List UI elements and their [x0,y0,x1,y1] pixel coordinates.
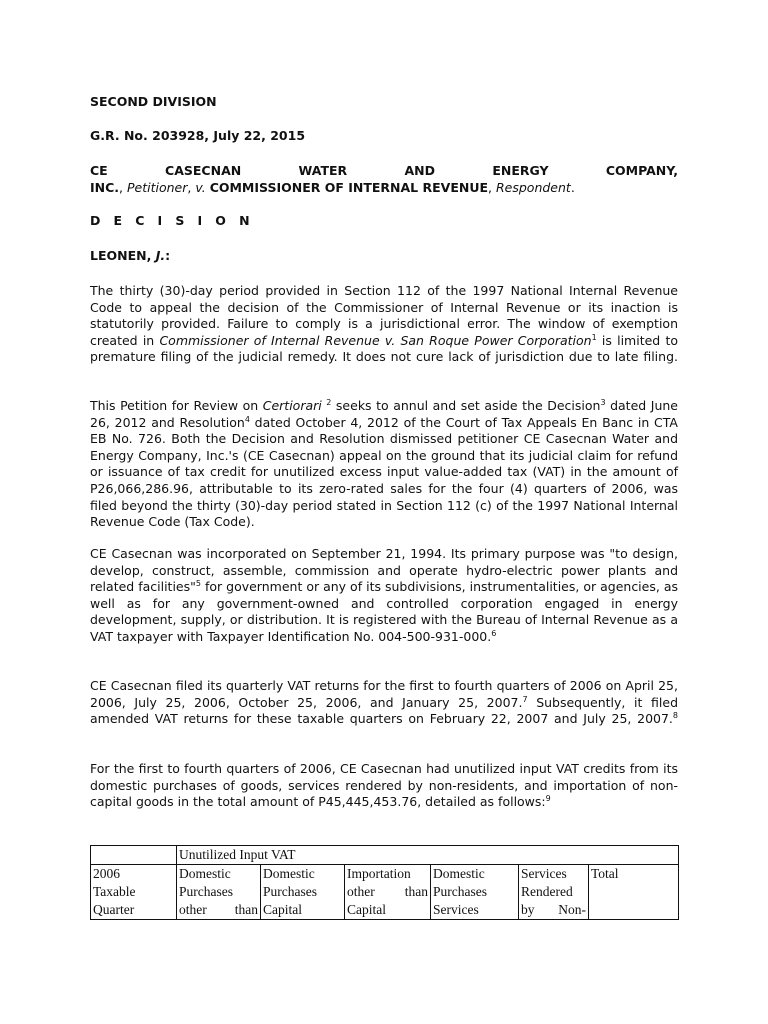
versus: v. [195,179,206,195]
footnote-ref-6[interactable]: 6 [491,628,497,638]
table-group-header: Unutilized Input VAT [177,846,679,865]
para2-text-a: This Petition for Review on [90,398,263,413]
footnote-ref-2[interactable]: 2 [326,397,332,407]
decision-heading: D E C I S I O N [90,213,254,228]
para5-text-a: For the first to fourth quarters of 2006, CE Casecnan had unutilized input VAT credits from its domestic purchases of goods, services rendered by non-residents, and importation of non-capital goods in the total amount of P45,445,453.76, detailed as follows: [90,761,678,810]
footnote-ref-4[interactable]: 4 [244,414,250,424]
footnote-ref-5[interactable]: 5 [195,579,201,589]
para4-text-b: Subsequently, it filed amended VAT returns for these taxable quarters on February 22, 2007 and July 25, 2007. [90,694,678,727]
unutilized-vat-table [90,845,679,920]
para2-text-c: dated June 26, 2012 and Resolution [90,398,678,430]
footnote-ref-1[interactable]: 1 [591,332,597,342]
para4-text-a: CE Casecnan filed its quarterly VAT returns for the first to fourth quarters of 2006 on April 25, 2006, July 25, 2006, October 25, 2006, and January 25, 2007. [90,678,678,710]
ponente-suffix: J. [155,248,166,263]
paragraph-2 [90,398,678,531]
respondent-name: COMMISSIONER OF INTERNAL REVENUE [209,179,489,195]
paragraph-3 [90,546,678,646]
certiorari-term: Certiorari [262,398,322,413]
para3-text-a: CE Casecnan was incorporated on September 21, 1994. Its primary purpose was "to design, develop, construct, assemble, commission and operate hydro-electric power plants and related facilities" [90,546,678,595]
ponente: LEONEN, J.: [90,248,171,263]
case-number: G.R. No. 203928, July 22, 2015 [90,128,306,143]
col-header-domestic-other: Domestic Purchases other than [177,865,261,920]
col-header-quarter: 2006 Taxable Quarter [91,865,177,920]
respondent-role: Respondent [495,179,571,195]
para1-text-a: The thirty (30)-day period provided in Section 112 of the 1997 National Internal Revenue Code to appeal the decision of the Commissioner of Internal Revenue or its inaction is statutorily provided. Failure to comply is a jurisdictional error. The window of exemption created in [90,283,678,348]
col-header-total: Total [589,865,679,920]
para3-text-b: for government or any of its subdivisions, instrumentalities, or agencies, as well as for any government-owned and controlled corporation engaged in energy development, supply, or distribution. It is registered with the Bureau of Internal Revenue as a VAT taxpayer with Taxpayer Identification No. 004-500-931-000. [90,579,678,644]
col-header-services-nonresident: Services Rendered by Non- [519,865,589,920]
table-header-row [91,846,679,865]
col-header-importation: Importation other than Capital [345,865,431,920]
footnote-ref-7[interactable]: 7 [522,694,528,704]
col-header-domestic-capital: Domestic Purchases Capital [261,865,345,920]
parties-line2: INC., Petitioner, v. COMMISSIONER OF INTERNAL REVENUE, Respondent. [90,179,575,195]
para2-text-d: dated October 4, 2012 of the Court of Tax Appeals En Banc in CTA EB No. 726. Both the Decision and Resolution dismissed petitioner CE Casecnan Water and Energy Company, Inc.'s (CE Casecnan) appeal on the ground that its judicial claim for refund or issuance of tax credit for unutilized excess input value-added tax (VAT) in the amount of P26,066,286.96, attributable to its zero-rated sales for the four (4) quarters of 2006, was filed beyond the thirty (30)-day period stated in Section 112 (c) of the 1997 National Internal Revenue Code (Tax Code). [90,414,678,530]
footnote-ref-8[interactable]: 8 [672,711,678,721]
table-column-header-row [91,865,679,920]
division-heading: SECOND DIVISION [90,94,217,109]
petitioner-name-line2: INC. [90,179,120,195]
para1-text-b: is limited to premature filing of the judicial remedy. It does not cure lack of jurisdiction due to late filing. [90,332,679,365]
petitioner-role: Petitioner [127,179,188,195]
paragraph-1 [90,283,678,366]
paragraph-4 [90,678,678,728]
paragraph-5 [90,761,678,811]
footnote-ref-3[interactable]: 3 [600,397,606,407]
footnote-ref-9[interactable]: 9 [545,794,551,804]
case-parties [90,163,678,196]
table-blank-cell [91,846,177,865]
case-citation: Commissioner of Internal Revenue v. San Roque Power Corporation [159,332,592,348]
petitioner-name-line1: CE CASECNAN WATER AND ENERGY COMPANY, [90,163,678,178]
para2-text-b: seeks to annul and set aside the Decision [331,398,601,413]
ponente-name: LEONEN, [90,248,152,263]
col-header-domestic-services: Domestic Purchases Services [431,865,519,920]
